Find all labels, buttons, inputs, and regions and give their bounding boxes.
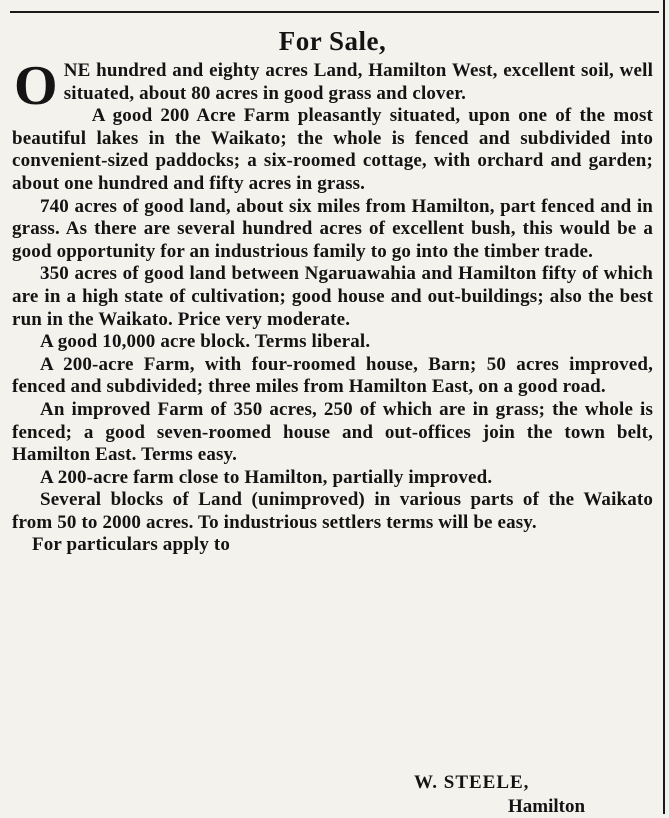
advertiser-place: Hamilton <box>508 796 586 817</box>
listing-paragraph: A 200-acre farm close to Hamilton, partially improved. <box>40 466 493 488</box>
top-rule <box>10 11 659 13</box>
listing-paragraph: Several blocks of Land (unimproved) in various parts of the Waikato from 50 to 2000 acres. To industrious settlers terms will be easy. <box>12 489 653 533</box>
intro-text: NE hundred and eighty acres Land, Hamilton West, excellent soil, well situated, about 80 acres in good grass and clover. <box>63 60 653 104</box>
listing-paragraph: An improved Farm of 350 acres, 250 of which are in grass; the whole is fenced; a good seven-roomed house and out-offices join the town belt, Hamilton East. Terms easy. <box>12 398 653 466</box>
ad-title: For Sale, <box>278 26 387 56</box>
apply-line: For particulars apply to <box>32 534 230 556</box>
listing-paragraph: A good 200 Acre Farm pleasantly situated, upon one of the most beautiful lakes in the Waikato; the whole is fenced and subdivided into convenient-sized paddocks; a six-roomed cottage, with orchard and garden; about one hundred and fifty acres in grass. <box>12 105 653 194</box>
listing-paragraph: 740 acres of good land, about six miles from Hamilton, part fenced and in grass. As there are several hundred acres of excellent bush, this would be a good opportunity for an industrious family to go into the timber trade. <box>12 195 653 262</box>
for-sale-advertisement <box>12 24 653 557</box>
ad-intro-paragraph <box>12 55 653 117</box>
drop-cap: O <box>14 55 58 117</box>
advertiser-signature: W. STEELE, <box>414 772 530 793</box>
listing-paragraph: 350 acres of good land between Ngaruawahia and Hamilton fifty of which are in a high state of cultivation; good house and out-buildings; also the best run in the Waikato. Price very moderate. <box>12 263 653 330</box>
listing-paragraph: A good 10,000 acre block. Terms liberal. <box>40 331 371 353</box>
listing-paragraph: A 200-acre Farm, with four-roomed house, Barn; 50 acres improved, fenced and subdivided; three miles from Hamilton East, on a good road. <box>12 353 653 398</box>
column-rule <box>663 0 665 814</box>
